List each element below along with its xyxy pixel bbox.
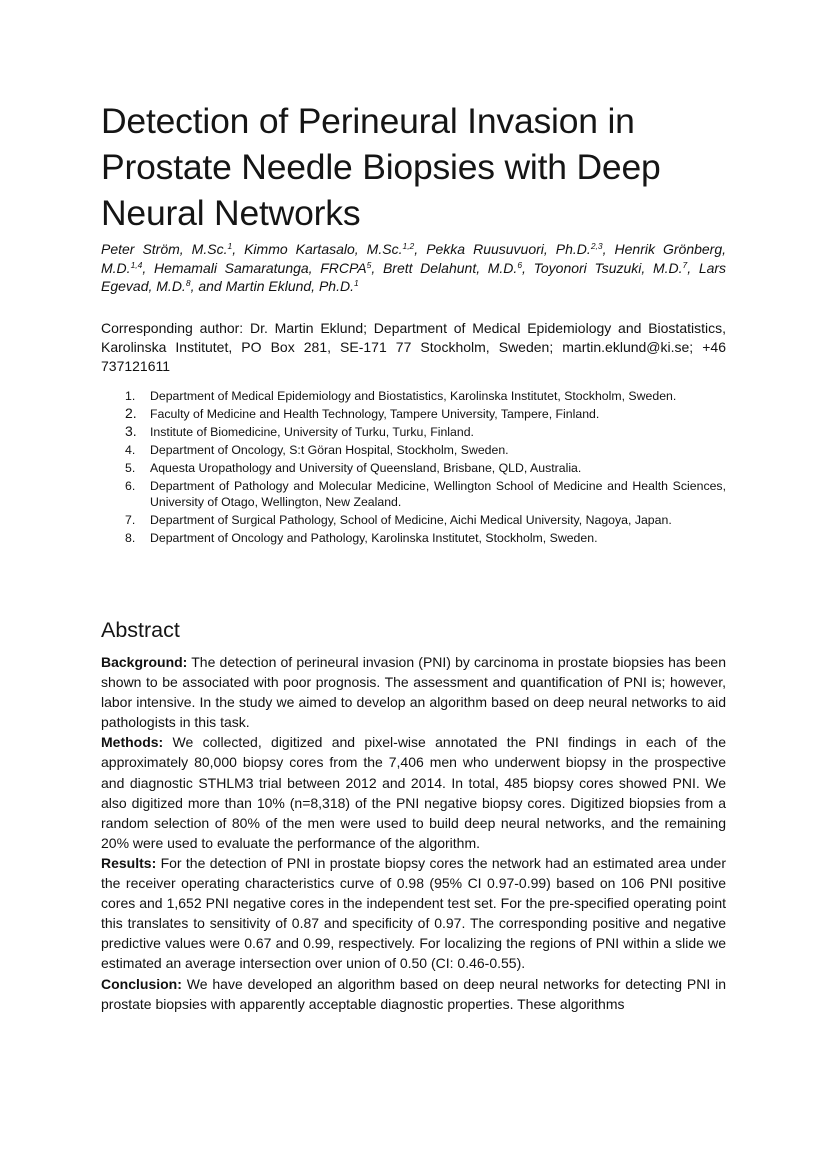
author: Toyonori Tsuzuki, M.D.$^7$: [533, 259, 688, 276]
affiliation-item: 2. Faculty of Medicine and Health Technology, Tampere University, Tampere, Finland.: [125, 405, 600, 422]
corresponding-author: Corresponding author: Dr. Martin Eklund; Department of Medical Epidemiology and Biostatistics, Karolinska Institutet, PO Box 281, SE-171 77 Stockholm, Sweden; martin.eklund@ki.se; +46 737121611: [101, 320, 726, 374]
author: Kimmo Kartasalo, M.Sc.$^{1,2}$: [244, 241, 415, 257]
abstract-heading: Abstract: [101, 618, 180, 642]
affiliation-item: 1. Department of Medical Epidemiology and Biostatistics, Karolinska Institutet, Stockholm, Sweden.: [125, 389, 677, 403]
affiliation-item: 6. Department of Pathology and Molecular Medicine, Wellington School of Medicine and Health Sciences, University of Otago, Wellington, New Zealand.: [125, 479, 726, 509]
author: Peter Ström, M.Sc.$^1$: [101, 241, 233, 257]
author-list: Peter Ström, M.Sc.$^1$, Kimmo Kartasalo, M.Sc.$^{1,2}$, Pekka Ruusuvuori, Ph.D.$^{2,3}$, Henrik Grönberg, M.D.$^{1,4}$, Hemamali Samaratunga, FRCPA$^5$, Brett Delahunt, M.D.$^6$, Toyonori Tsuzuki, M.D.$^7$, Lars Egevad, M.D.$^8$, and Martin Eklund, Ph.D.$^1$: [101, 241, 727, 294]
abstract-background: Background: The detection of perineural invasion (PNI) by carcinoma in prostate biopsies has been shown to be associated with poor prognosis. The assessment and quantification of PNI is; however, labor intensive. In the study we aimed to develop an algorithm based on deep neural networks to aid pathologists in this task.: [101, 654, 726, 731]
affiliation-item: 3. Institute of Biomedicine, University of Turku, Turku, Finland.: [125, 423, 474, 440]
author: Henrik Grönberg, M.D.$^{1,4}$: [101, 241, 727, 276]
author: Martin Eklund, Ph.D.$^1$: [225, 278, 359, 294]
abstract-body: [101, 652, 726, 1014]
authors-connector: and: [198, 278, 222, 294]
affiliation-item: 4. Department of Oncology, S:t Göran Hospital, Stockholm, Sweden.: [125, 443, 509, 458]
author: Hemamali Samaratunga, FRCPA$^5$: [153, 259, 372, 276]
abstract-results: Results: For the detection of PNI in prostate biopsy cores the network had an estimated area under the receiver operating characteristics curve of 0.98 (95% CI 0.97-0.99) based on 106 PNI positive cores and 1,652 PNI negative cores in the independent test set. For the pre-specified operating point this translates to sensitivity of 0.87 and specificity of 0.97. The corresponding positive and negative predictive values were 0.67 and 0.99, respectively. For localizing the regions of PNI within a slide we estimated an average intersection over union of 0.50 (CI: 0.46-0.55).: [101, 854, 727, 972]
affiliation-list: [101, 389, 726, 549]
paper-title: Detection of Perineural Invasion in Prostate Needle Biopsies with Deep Neural Networks: [101, 101, 661, 233]
author: Brett Delahunt, M.D.$^6$: [382, 259, 523, 276]
abstract-conclusion: Conclusion: We have developed an algorithm based on deep neural networks for detecting PNI in prostate biopsies with apparently acceptable diagnostic properties. These algorithms: [101, 975, 727, 1012]
author: Pekka Ruusuvuori, Ph.D.$^{2,3}$: [426, 241, 603, 257]
author: Lars Egevad, M.D.$^8$: [101, 259, 727, 294]
affiliation-item: 5. Aquesta Uropathology and University of Queensland, Brisbane, QLD, Australia.: [125, 461, 582, 476]
affiliation-item: 8. Department of Oncology and Pathology, Karolinska Institutet, Stockholm, Sweden.: [125, 531, 598, 546]
affiliation-item: 7. Department of Surgical Pathology, School of Medicine, Aichi Medical University, Nagoya, Japan.: [125, 513, 672, 528]
abstract-methods: Methods: We collected, digitized and pixel-wise annotated the PNI findings in each of the approximately 80,000 biopsy cores from the 7,406 men who underwent biopsy in the prospective and diagnostic STHLM3 trial between 2012 and 2014. In total, 485 biopsy cores showed PNI. We also digitized more than 10% (n=8,318) of the PNI negative biopsy cores. Digitized biopsies from a random selection of 80% of the men were used to build deep neural networks, and the remaining 20% were used to evaluate the performance of the algorithm.: [101, 734, 727, 851]
